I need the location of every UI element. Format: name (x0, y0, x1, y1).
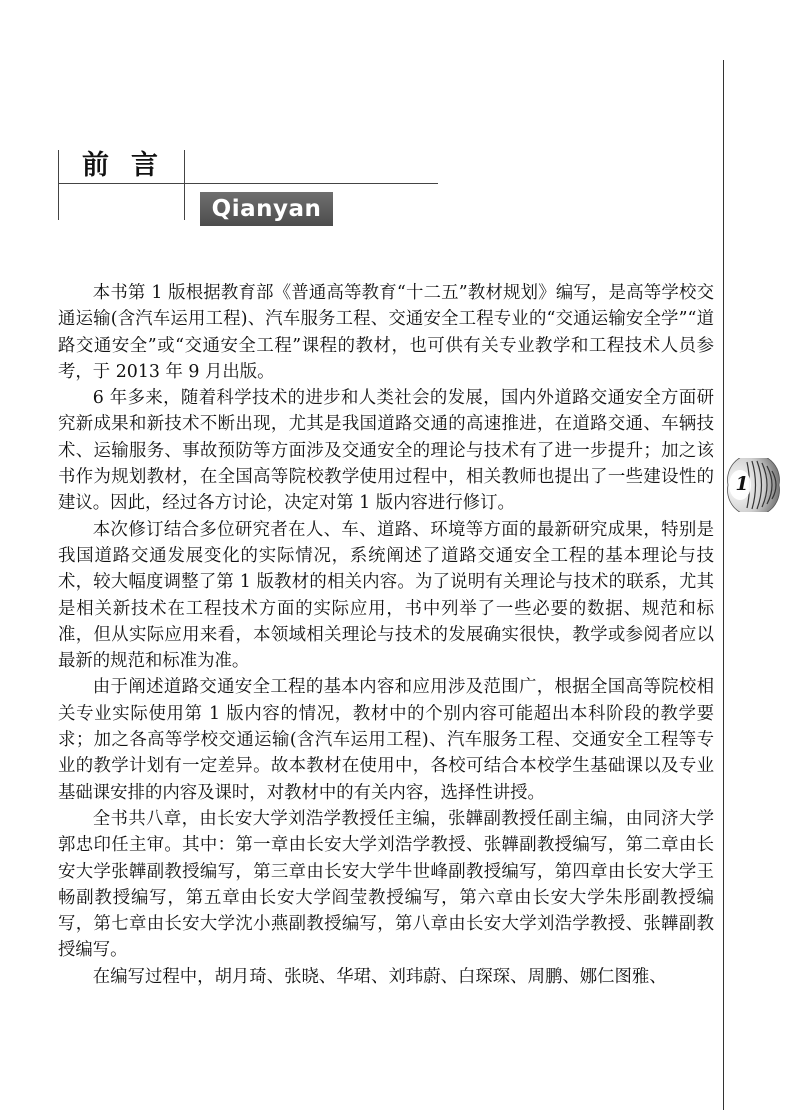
preface-body (58, 280, 714, 990)
page-number: 1 (735, 473, 749, 495)
heading-underline (58, 183, 438, 184)
paragraph: 在编写过程中，胡月琦、张晓、华珺、刘玮蔚、白琛琛、周鹏、娜仁图雅、 (92, 966, 667, 987)
paragraph: 全书共八章，由长安大学刘浩学教授任主编，张韡副教授任副主编，由同济大学郭忠印任主审。其中：第一章由长安大学刘浩学教授、张韡副教授编写，第二章由长安大学张韡副教授编写，第三章由长安大学牛世峰副教授编写，第四章由长安大学王畅副教授编写，第五章由长安大学阎莹教授编写，第六章由长安大学朱彤副教授编写，第七章由长安大学沈小燕副教授编写，第八章由长安大学刘浩学教授、张韡副教授编写。 (58, 808, 714, 961)
paragraph: 本书第 1 版根据教育部《普通高等教育“十二五”教材规划》编写，是高等学校交通运输(含汽车运用工程)、汽车服务工程、交通安全工程专业的“交通运输安全学”“道路交通安全”或“交通安全工程”课程的教材，也可供有关专业教学和工程技术人员参考，于 2013 年 9 月出版。 (58, 283, 714, 382)
paragraph: 本次修订结合多位研究者在人、车、道路、环境等方面的最新研究成果，特别是我国道路交通发展变化的实际情况，系统阐述了道路交通安全工程的基本理论与技术，较大幅度调整了第 1 版教材的相关内容。为了说明有关理论与技术的联系，尤其是相关新技术在工程技术方面的实际应用，书中列举了一些必要的数据、规范和标准，但从实际应用来看，本领域相关理论与技术的发展确实很快，教学或参阅者应以最新的规范和标准为准。 (58, 519, 714, 672)
page-title-pinyin: Qianyan (211, 196, 322, 222)
heading-left-rule (58, 150, 59, 220)
page-edge-rule (723, 60, 724, 1110)
paragraph: 6 年多来，随着科学技术的进步和人类社会的发展，国内外道路交通安全方面研究新成果和新技术不断出现，尤其是我国道路交通的高速推进，在道路交通、车辆技术、运输服务、事故预防等方面涉及交通安全的理论与技术有了进一步提升；加之该书作为规划教材，在全国高等院校教学使用过程中，相关教师也提出了一些建设性的建议。因此，经过各方讨论，决定对第 1 版内容进行修订。 (58, 388, 714, 514)
heading-divider-rule (184, 150, 185, 220)
page-title: 前言 (82, 150, 180, 181)
pinyin-title-band (200, 192, 333, 226)
paragraph: 由于阐述道路交通安全工程的基本内容和应用涉及范围广，根据全国高等院校相关专业实际使用第 1 版内容的情况，教材中的个别内容可能超出本科阶段的教学要求；加之各高等学校交通运输(含汽车运用工程)、汽车服务工程、交通安全工程等专业的教学计划有一定差异。故本教材在使用中，各校可结合本校学生基础课以及专业基础课安排的内容及课时，对教材中的有关内容，选择性讲授。 (58, 677, 714, 803)
